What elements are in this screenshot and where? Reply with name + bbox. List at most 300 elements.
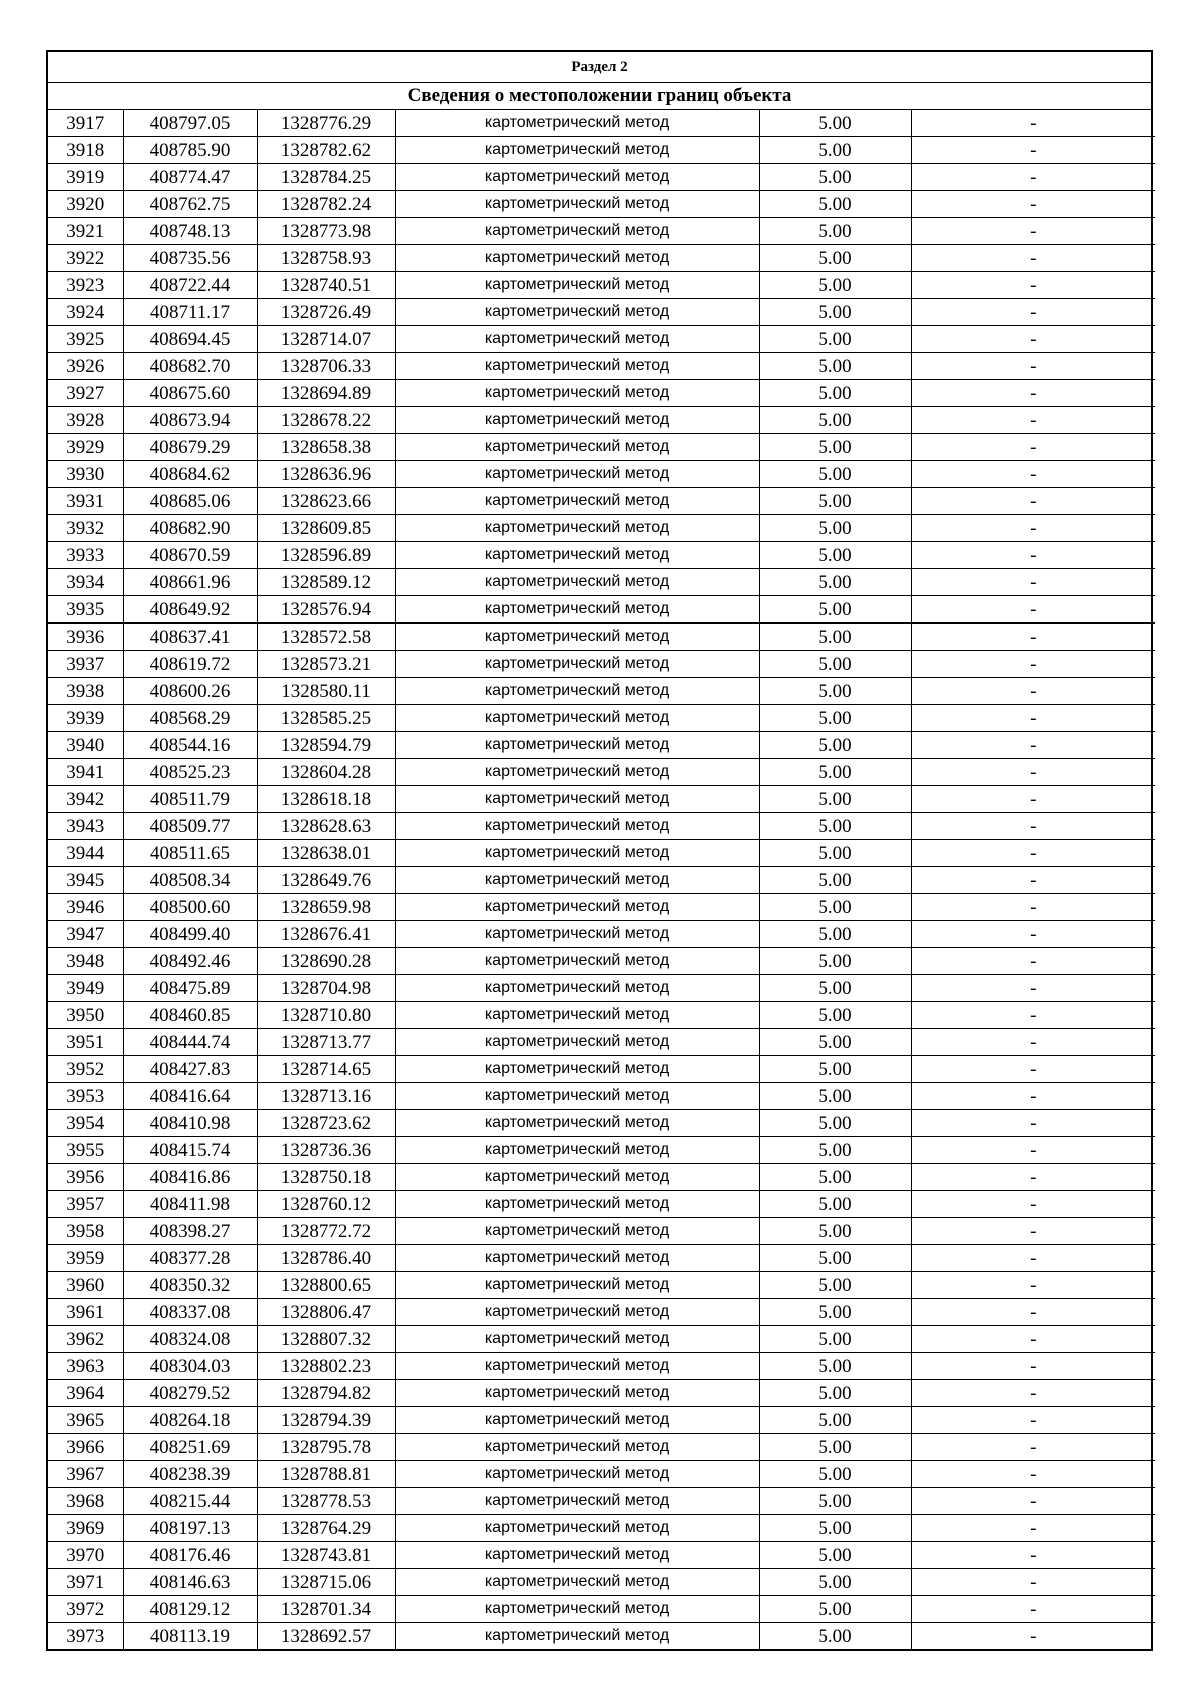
accuracy-cell: 5.00: [759, 1083, 911, 1110]
table-row: [48, 1299, 1155, 1326]
description-cell: -: [911, 245, 1155, 272]
description-cell: -: [911, 1245, 1155, 1272]
accuracy-cell: 5.00: [759, 542, 911, 569]
table-row: [48, 678, 1155, 705]
method-cell: картометрический метод: [395, 1191, 759, 1218]
accuracy-cell: 5.00: [759, 515, 911, 542]
description-cell: -: [911, 137, 1155, 164]
description-cell: -: [911, 651, 1155, 678]
method-cell: картометрический метод: [395, 651, 759, 678]
description-cell: -: [911, 678, 1155, 705]
accuracy-cell: 5.00: [759, 569, 911, 596]
x-coordinate-cell: 408279.52: [123, 1380, 257, 1407]
method-cell: картометрический метод: [395, 137, 759, 164]
point-number-cell: 3973: [48, 1623, 123, 1650]
accuracy-cell: 5.00: [759, 434, 911, 461]
table-row: [48, 867, 1155, 894]
description-cell: -: [911, 1002, 1155, 1029]
coordinates-table: [48, 110, 1155, 1649]
table-row: [48, 732, 1155, 759]
method-cell: картометрический метод: [395, 1515, 759, 1542]
point-number-cell: 3970: [48, 1542, 123, 1569]
y-coordinate-cell: 1328609.85: [257, 515, 395, 542]
y-coordinate-cell: 1328676.41: [257, 921, 395, 948]
point-number-cell: 3963: [48, 1353, 123, 1380]
method-cell: картометрический метод: [395, 1164, 759, 1191]
point-number-cell: 3917: [48, 110, 123, 137]
table-row: [48, 921, 1155, 948]
x-coordinate-cell: 408682.70: [123, 353, 257, 380]
method-cell: картометрический метод: [395, 110, 759, 137]
description-cell: -: [911, 867, 1155, 894]
accuracy-cell: 5.00: [759, 678, 911, 705]
method-cell: картометрический метод: [395, 326, 759, 353]
accuracy-cell: 5.00: [759, 1029, 911, 1056]
point-number-cell: 3923: [48, 272, 123, 299]
y-coordinate-cell: 1328713.16: [257, 1083, 395, 1110]
description-cell: -: [911, 1326, 1155, 1353]
y-coordinate-cell: 1328726.49: [257, 299, 395, 326]
y-coordinate-cell: 1328807.32: [257, 1326, 395, 1353]
point-number-cell: 3972: [48, 1596, 123, 1623]
description-cell: -: [911, 1029, 1155, 1056]
table-row: [48, 461, 1155, 488]
accuracy-cell: 5.00: [759, 137, 911, 164]
table-row: [48, 1110, 1155, 1137]
y-coordinate-cell: 1328782.24: [257, 191, 395, 218]
method-cell: картометрический метод: [395, 1407, 759, 1434]
description-cell: -: [911, 705, 1155, 732]
x-coordinate-cell: 408679.29: [123, 434, 257, 461]
x-coordinate-cell: 408499.40: [123, 921, 257, 948]
accuracy-cell: 5.00: [759, 705, 911, 732]
table-row: [48, 1407, 1155, 1434]
y-coordinate-cell: 1328714.07: [257, 326, 395, 353]
description-cell: -: [911, 975, 1155, 1002]
x-coordinate-cell: 408722.44: [123, 272, 257, 299]
point-number-cell: 3918: [48, 137, 123, 164]
point-number-cell: 3944: [48, 840, 123, 867]
point-number-cell: 3919: [48, 164, 123, 191]
y-coordinate-cell: 1328788.81: [257, 1461, 395, 1488]
method-cell: картометрический метод: [395, 245, 759, 272]
method-cell: картометрический метод: [395, 164, 759, 191]
method-cell: картометрический метод: [395, 1002, 759, 1029]
table-row: [48, 705, 1155, 732]
x-coordinate-cell: 408415.74: [123, 1137, 257, 1164]
method-cell: картометрический метод: [395, 840, 759, 867]
accuracy-cell: 5.00: [759, 1380, 911, 1407]
x-coordinate-cell: 408694.45: [123, 326, 257, 353]
point-number-cell: 3949: [48, 975, 123, 1002]
table-row: [48, 840, 1155, 867]
point-number-cell: 3933: [48, 542, 123, 569]
point-number-cell: 3956: [48, 1164, 123, 1191]
table-title: Сведения о местоположении границ объекта: [48, 83, 1151, 110]
table-row: [48, 434, 1155, 461]
accuracy-cell: 5.00: [759, 110, 911, 137]
method-cell: картометрический метод: [395, 786, 759, 813]
point-number-cell: 3969: [48, 1515, 123, 1542]
point-number-cell: 3948: [48, 948, 123, 975]
method-cell: картометрический метод: [395, 1353, 759, 1380]
method-cell: картометрический метод: [395, 1083, 759, 1110]
description-cell: -: [911, 1083, 1155, 1110]
x-coordinate-cell: 408427.83: [123, 1056, 257, 1083]
description-cell: -: [911, 948, 1155, 975]
table-row: [48, 1245, 1155, 1272]
point-number-cell: 3931: [48, 488, 123, 515]
y-coordinate-cell: 1328715.06: [257, 1569, 395, 1596]
point-number-cell: 3937: [48, 651, 123, 678]
y-coordinate-cell: 1328764.29: [257, 1515, 395, 1542]
description-cell: -: [911, 1218, 1155, 1245]
method-cell: картометрический метод: [395, 1110, 759, 1137]
y-coordinate-cell: 1328714.65: [257, 1056, 395, 1083]
description-cell: -: [911, 1461, 1155, 1488]
x-coordinate-cell: 408215.44: [123, 1488, 257, 1515]
point-number-cell: 3934: [48, 569, 123, 596]
description-cell: -: [911, 1272, 1155, 1299]
accuracy-cell: 5.00: [759, 1191, 911, 1218]
description-cell: -: [911, 191, 1155, 218]
method-cell: картометрический метод: [395, 867, 759, 894]
y-coordinate-cell: 1328594.79: [257, 732, 395, 759]
y-coordinate-cell: 1328658.38: [257, 434, 395, 461]
x-coordinate-cell: 408410.98: [123, 1110, 257, 1137]
point-number-cell: 3932: [48, 515, 123, 542]
description-cell: -: [911, 272, 1155, 299]
method-cell: картометрический метод: [395, 759, 759, 786]
x-coordinate-cell: 408785.90: [123, 137, 257, 164]
description-cell: -: [911, 461, 1155, 488]
table-row: [48, 542, 1155, 569]
accuracy-cell: 5.00: [759, 651, 911, 678]
method-cell: картометрический метод: [395, 1056, 759, 1083]
point-number-cell: 3951: [48, 1029, 123, 1056]
x-coordinate-cell: 408197.13: [123, 1515, 257, 1542]
description-cell: -: [911, 569, 1155, 596]
method-cell: картометрический метод: [395, 921, 759, 948]
description-cell: -: [911, 326, 1155, 353]
accuracy-cell: 5.00: [759, 299, 911, 326]
point-number-cell: 3959: [48, 1245, 123, 1272]
description-cell: -: [911, 407, 1155, 434]
table-row: [48, 1434, 1155, 1461]
x-coordinate-cell: 408673.94: [123, 407, 257, 434]
accuracy-cell: 5.00: [759, 1623, 911, 1650]
point-number-cell: 3945: [48, 867, 123, 894]
table-row: [48, 948, 1155, 975]
table-row: [48, 1380, 1155, 1407]
accuracy-cell: 5.00: [759, 1002, 911, 1029]
method-cell: картометрический метод: [395, 948, 759, 975]
method-cell: картометрический метод: [395, 705, 759, 732]
x-coordinate-cell: 408568.29: [123, 705, 257, 732]
table-row: [48, 299, 1155, 326]
method-cell: картометрический метод: [395, 975, 759, 1002]
point-number-cell: 3961: [48, 1299, 123, 1326]
coordinates-sheet: [46, 50, 1153, 1651]
y-coordinate-cell: 1328782.62: [257, 137, 395, 164]
y-coordinate-cell: 1328795.78: [257, 1434, 395, 1461]
method-cell: картометрический метод: [395, 1434, 759, 1461]
description-cell: -: [911, 596, 1155, 624]
method-cell: картометрический метод: [395, 488, 759, 515]
x-coordinate-cell: 408661.96: [123, 569, 257, 596]
accuracy-cell: 5.00: [759, 1245, 911, 1272]
y-coordinate-cell: 1328589.12: [257, 569, 395, 596]
x-coordinate-cell: 408797.05: [123, 110, 257, 137]
table-row: [48, 407, 1155, 434]
table-row: [48, 786, 1155, 813]
description-cell: -: [911, 1407, 1155, 1434]
description-cell: -: [911, 1515, 1155, 1542]
x-coordinate-cell: 408670.59: [123, 542, 257, 569]
y-coordinate-cell: 1328750.18: [257, 1164, 395, 1191]
accuracy-cell: 5.00: [759, 218, 911, 245]
accuracy-cell: 5.00: [759, 1542, 911, 1569]
table-row: [48, 1191, 1155, 1218]
description-cell: -: [911, 542, 1155, 569]
accuracy-cell: 5.00: [759, 921, 911, 948]
point-number-cell: 3924: [48, 299, 123, 326]
x-coordinate-cell: 408735.56: [123, 245, 257, 272]
description-cell: -: [911, 434, 1155, 461]
y-coordinate-cell: 1328736.36: [257, 1137, 395, 1164]
x-coordinate-cell: 408684.62: [123, 461, 257, 488]
x-coordinate-cell: 408251.69: [123, 1434, 257, 1461]
table-row: [48, 1326, 1155, 1353]
method-cell: картометрический метод: [395, 1137, 759, 1164]
x-coordinate-cell: 408685.06: [123, 488, 257, 515]
x-coordinate-cell: 408511.65: [123, 840, 257, 867]
accuracy-cell: 5.00: [759, 353, 911, 380]
y-coordinate-cell: 1328723.62: [257, 1110, 395, 1137]
x-coordinate-cell: 408475.89: [123, 975, 257, 1002]
y-coordinate-cell: 1328710.80: [257, 1002, 395, 1029]
x-coordinate-cell: 408492.46: [123, 948, 257, 975]
method-cell: картометрический метод: [395, 434, 759, 461]
method-cell: картометрический метод: [395, 407, 759, 434]
y-coordinate-cell: 1328701.34: [257, 1596, 395, 1623]
table-row: [48, 326, 1155, 353]
accuracy-cell: 5.00: [759, 1137, 911, 1164]
point-number-cell: 3971: [48, 1569, 123, 1596]
y-coordinate-cell: 1328585.25: [257, 705, 395, 732]
description-cell: -: [911, 1110, 1155, 1137]
table-row: [48, 1137, 1155, 1164]
x-coordinate-cell: 408649.92: [123, 596, 257, 624]
description-cell: -: [911, 1542, 1155, 1569]
method-cell: картометрический метод: [395, 813, 759, 840]
x-coordinate-cell: 408711.17: [123, 299, 257, 326]
accuracy-cell: 5.00: [759, 380, 911, 407]
y-coordinate-cell: 1328580.11: [257, 678, 395, 705]
x-coordinate-cell: 408600.26: [123, 678, 257, 705]
y-coordinate-cell: 1328794.39: [257, 1407, 395, 1434]
method-cell: картометрический метод: [395, 678, 759, 705]
accuracy-cell: 5.00: [759, 1569, 911, 1596]
accuracy-cell: 5.00: [759, 1272, 911, 1299]
y-coordinate-cell: 1328678.22: [257, 407, 395, 434]
accuracy-cell: 5.00: [759, 1488, 911, 1515]
description-cell: -: [911, 813, 1155, 840]
x-coordinate-cell: 408619.72: [123, 651, 257, 678]
description-cell: -: [911, 515, 1155, 542]
description-cell: -: [911, 380, 1155, 407]
method-cell: картометрический метод: [395, 1245, 759, 1272]
x-coordinate-cell: 408264.18: [123, 1407, 257, 1434]
x-coordinate-cell: 408304.03: [123, 1353, 257, 1380]
accuracy-cell: 5.00: [759, 1515, 911, 1542]
x-coordinate-cell: 408500.60: [123, 894, 257, 921]
table-row: [48, 1272, 1155, 1299]
description-cell: -: [911, 921, 1155, 948]
table-row: [48, 1083, 1155, 1110]
accuracy-cell: 5.00: [759, 1407, 911, 1434]
table-row: [48, 1056, 1155, 1083]
y-coordinate-cell: 1328773.98: [257, 218, 395, 245]
point-number-cell: 3940: [48, 732, 123, 759]
point-number-cell: 3928: [48, 407, 123, 434]
point-number-cell: 3938: [48, 678, 123, 705]
table-row: [48, 137, 1155, 164]
y-coordinate-cell: 1328706.33: [257, 353, 395, 380]
accuracy-cell: 5.00: [759, 245, 911, 272]
table-row: [48, 1488, 1155, 1515]
table-row: [48, 218, 1155, 245]
y-coordinate-cell: 1328659.98: [257, 894, 395, 921]
point-number-cell: 3954: [48, 1110, 123, 1137]
y-coordinate-cell: 1328628.63: [257, 813, 395, 840]
y-coordinate-cell: 1328800.65: [257, 1272, 395, 1299]
point-number-cell: 3964: [48, 1380, 123, 1407]
method-cell: картометрический метод: [395, 569, 759, 596]
description-cell: -: [911, 894, 1155, 921]
accuracy-cell: 5.00: [759, 191, 911, 218]
method-cell: картометрический метод: [395, 623, 759, 651]
point-number-cell: 3930: [48, 461, 123, 488]
accuracy-cell: 5.00: [759, 1056, 911, 1083]
point-number-cell: 3955: [48, 1137, 123, 1164]
method-cell: картометрический метод: [395, 1623, 759, 1650]
description-cell: -: [911, 110, 1155, 137]
x-coordinate-cell: 408377.28: [123, 1245, 257, 1272]
table-row: [48, 1596, 1155, 1623]
accuracy-cell: 5.00: [759, 326, 911, 353]
x-coordinate-cell: 408416.86: [123, 1164, 257, 1191]
accuracy-cell: 5.00: [759, 1596, 911, 1623]
table-row: [48, 191, 1155, 218]
accuracy-cell: 5.00: [759, 272, 911, 299]
y-coordinate-cell: 1328694.89: [257, 380, 395, 407]
description-cell: -: [911, 1488, 1155, 1515]
y-coordinate-cell: 1328713.77: [257, 1029, 395, 1056]
x-coordinate-cell: 408509.77: [123, 813, 257, 840]
table-row: [48, 623, 1155, 651]
x-coordinate-cell: 408444.74: [123, 1029, 257, 1056]
accuracy-cell: 5.00: [759, 1299, 911, 1326]
method-cell: картометрический метод: [395, 1542, 759, 1569]
accuracy-cell: 5.00: [759, 1218, 911, 1245]
x-coordinate-cell: 408146.63: [123, 1569, 257, 1596]
x-coordinate-cell: 408113.19: [123, 1623, 257, 1650]
accuracy-cell: 5.00: [759, 759, 911, 786]
y-coordinate-cell: 1328576.94: [257, 596, 395, 624]
point-number-cell: 3927: [48, 380, 123, 407]
accuracy-cell: 5.00: [759, 1326, 911, 1353]
point-number-cell: 3922: [48, 245, 123, 272]
y-coordinate-cell: 1328794.82: [257, 1380, 395, 1407]
method-cell: картометрический метод: [395, 1218, 759, 1245]
accuracy-cell: 5.00: [759, 407, 911, 434]
y-coordinate-cell: 1328704.98: [257, 975, 395, 1002]
accuracy-cell: 5.00: [759, 894, 911, 921]
method-cell: картометрический метод: [395, 191, 759, 218]
description-cell: -: [911, 786, 1155, 813]
table-row: [48, 759, 1155, 786]
y-coordinate-cell: 1328692.57: [257, 1623, 395, 1650]
x-coordinate-cell: 408774.47: [123, 164, 257, 191]
table-row: [48, 380, 1155, 407]
x-coordinate-cell: 408176.46: [123, 1542, 257, 1569]
y-coordinate-cell: 1328743.81: [257, 1542, 395, 1569]
y-coordinate-cell: 1328784.25: [257, 164, 395, 191]
point-number-cell: 3966: [48, 1434, 123, 1461]
method-cell: картометрический метод: [395, 1380, 759, 1407]
table-row: [48, 110, 1155, 137]
point-number-cell: 3960: [48, 1272, 123, 1299]
table-row: [48, 894, 1155, 921]
y-coordinate-cell: 1328638.01: [257, 840, 395, 867]
table-row: [48, 515, 1155, 542]
table-row: [48, 1542, 1155, 1569]
method-cell: картометрический метод: [395, 732, 759, 759]
x-coordinate-cell: 408508.34: [123, 867, 257, 894]
x-coordinate-cell: 408398.27: [123, 1218, 257, 1245]
x-coordinate-cell: 408637.41: [123, 623, 257, 651]
description-cell: -: [911, 623, 1155, 651]
table-row: [48, 813, 1155, 840]
method-cell: картометрический метод: [395, 380, 759, 407]
table-row: [48, 245, 1155, 272]
x-coordinate-cell: 408411.98: [123, 1191, 257, 1218]
point-number-cell: 3950: [48, 1002, 123, 1029]
point-number-cell: 3942: [48, 786, 123, 813]
method-cell: картометрический метод: [395, 461, 759, 488]
accuracy-cell: 5.00: [759, 1434, 911, 1461]
description-cell: -: [911, 164, 1155, 191]
description-cell: -: [911, 1164, 1155, 1191]
y-coordinate-cell: 1328806.47: [257, 1299, 395, 1326]
description-cell: -: [911, 218, 1155, 245]
x-coordinate-cell: 408324.08: [123, 1326, 257, 1353]
table-row: [48, 1029, 1155, 1056]
description-cell: -: [911, 759, 1155, 786]
method-cell: картометрический метод: [395, 1299, 759, 1326]
y-coordinate-cell: 1328776.29: [257, 110, 395, 137]
method-cell: картометрический метод: [395, 1569, 759, 1596]
accuracy-cell: 5.00: [759, 1461, 911, 1488]
point-number-cell: 3935: [48, 596, 123, 624]
description-cell: -: [911, 353, 1155, 380]
accuracy-cell: 5.00: [759, 867, 911, 894]
method-cell: картометрический метод: [395, 353, 759, 380]
y-coordinate-cell: 1328596.89: [257, 542, 395, 569]
point-number-cell: 3929: [48, 434, 123, 461]
method-cell: картометрический метод: [395, 542, 759, 569]
